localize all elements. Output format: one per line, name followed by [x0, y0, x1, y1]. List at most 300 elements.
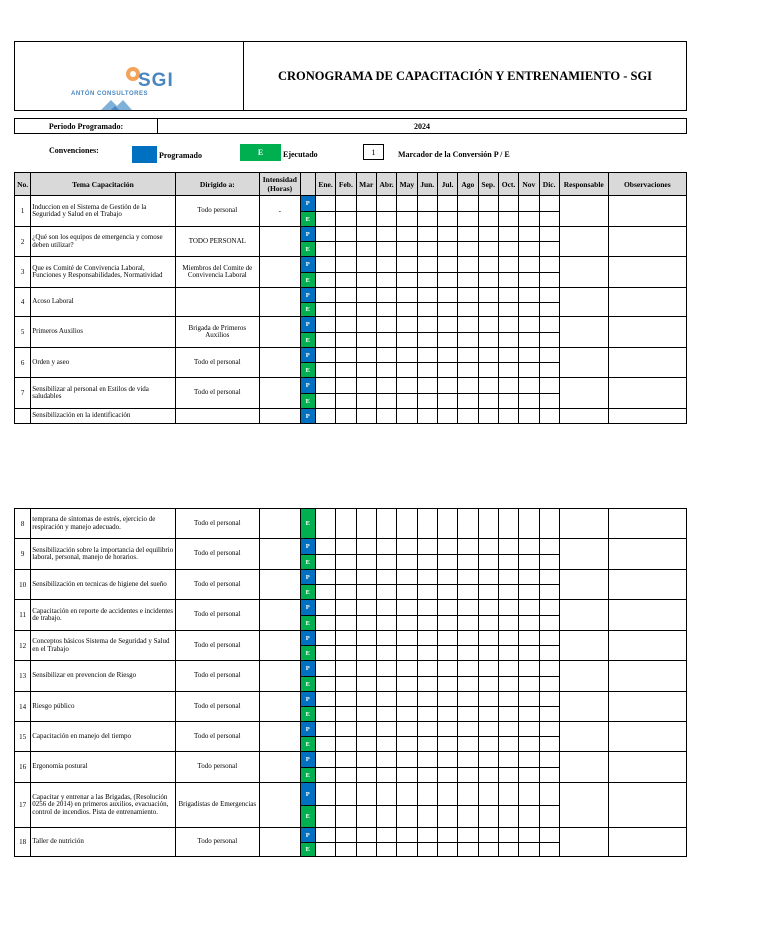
month-cell[interactable]: [315, 242, 335, 257]
month-cell[interactable]: [458, 677, 478, 692]
month-cell[interactable]: [376, 616, 396, 631]
month-cell[interactable]: [478, 555, 498, 570]
month-cell[interactable]: [356, 828, 376, 843]
month-cell[interactable]: [458, 257, 478, 273]
month-cell[interactable]: [397, 409, 417, 424]
month-cell[interactable]: [336, 722, 356, 737]
month-cell[interactable]: [397, 333, 417, 348]
month-cell[interactable]: [437, 828, 457, 843]
month-cell[interactable]: [397, 783, 417, 806]
month-cell[interactable]: [478, 677, 498, 692]
month-cell[interactable]: [519, 737, 539, 752]
month-cell[interactable]: [458, 806, 478, 828]
month-cell[interactable]: [417, 242, 437, 257]
month-cell[interactable]: [356, 363, 376, 378]
month-cell[interactable]: [498, 783, 518, 806]
month-cell[interactable]: [437, 257, 457, 273]
month-cell[interactable]: [336, 768, 356, 783]
month-cell[interactable]: [397, 600, 417, 616]
month-cell[interactable]: [478, 828, 498, 843]
month-cell[interactable]: [437, 555, 457, 570]
month-cell[interactable]: [437, 631, 457, 646]
month-cell[interactable]: [376, 363, 396, 378]
month-cell[interactable]: [478, 600, 498, 616]
month-cell[interactable]: [539, 828, 559, 843]
month-cell[interactable]: [356, 600, 376, 616]
month-cell[interactable]: [539, 333, 559, 348]
month-cell[interactable]: [498, 555, 518, 570]
month-cell[interactable]: [539, 212, 559, 227]
month-cell[interactable]: [376, 646, 396, 661]
month-cell[interactable]: [539, 707, 559, 722]
month-cell[interactable]: [417, 600, 437, 616]
month-cell[interactable]: [458, 378, 478, 394]
month-cell[interactable]: [356, 585, 376, 600]
month-cell[interactable]: [376, 288, 396, 303]
month-cell[interactable]: [315, 646, 335, 661]
month-cell[interactable]: [417, 303, 437, 317]
month-cell[interactable]: [397, 631, 417, 646]
month-cell[interactable]: [336, 677, 356, 692]
month-cell[interactable]: [478, 273, 498, 288]
month-cell[interactable]: [498, 378, 518, 394]
month-cell[interactable]: [519, 303, 539, 317]
month-cell[interactable]: [417, 616, 437, 631]
month-cell[interactable]: [356, 257, 376, 273]
month-cell[interactable]: [356, 242, 376, 257]
month-cell[interactable]: [478, 737, 498, 752]
month-cell[interactable]: [478, 707, 498, 722]
month-cell[interactable]: [478, 288, 498, 303]
month-cell[interactable]: [336, 539, 356, 555]
month-cell[interactable]: [539, 585, 559, 600]
month-cell[interactable]: [437, 752, 457, 768]
month-cell[interactable]: [376, 242, 396, 257]
month-cell[interactable]: [458, 707, 478, 722]
month-cell[interactable]: [437, 227, 457, 242]
month-cell[interactable]: [417, 257, 437, 273]
month-cell[interactable]: [417, 631, 437, 646]
month-cell[interactable]: [519, 317, 539, 333]
month-cell[interactable]: [397, 317, 417, 333]
month-cell[interactable]: [458, 539, 478, 555]
month-cell[interactable]: [458, 692, 478, 707]
month-cell[interactable]: [437, 646, 457, 661]
month-cell[interactable]: [498, 196, 518, 212]
month-cell[interactable]: [539, 843, 559, 857]
month-cell[interactable]: [437, 303, 457, 317]
month-cell[interactable]: [458, 737, 478, 752]
month-cell[interactable]: [519, 409, 539, 424]
month-cell[interactable]: [315, 394, 335, 409]
month-cell[interactable]: [336, 646, 356, 661]
month-cell[interactable]: [519, 768, 539, 783]
month-cell[interactable]: [539, 783, 559, 806]
month-cell[interactable]: [417, 394, 437, 409]
month-cell[interactable]: [437, 737, 457, 752]
month-cell[interactable]: [539, 363, 559, 378]
month-cell[interactable]: [539, 600, 559, 616]
month-cell[interactable]: [437, 333, 457, 348]
month-cell[interactable]: [376, 196, 396, 212]
month-cell[interactable]: [519, 692, 539, 707]
month-cell[interactable]: [417, 409, 437, 424]
month-cell[interactable]: [498, 768, 518, 783]
month-cell[interactable]: [397, 768, 417, 783]
month-cell[interactable]: [458, 509, 478, 539]
month-cell[interactable]: [478, 585, 498, 600]
month-cell[interactable]: [417, 348, 437, 363]
month-cell[interactable]: [478, 303, 498, 317]
month-cell[interactable]: [417, 212, 437, 227]
month-cell[interactable]: [417, 722, 437, 737]
month-cell[interactable]: [437, 843, 457, 857]
month-cell[interactable]: [478, 212, 498, 227]
month-cell[interactable]: [336, 212, 356, 227]
month-cell[interactable]: [519, 257, 539, 273]
month-cell[interactable]: [315, 768, 335, 783]
month-cell[interactable]: [417, 661, 437, 677]
month-cell[interactable]: [336, 227, 356, 242]
month-cell[interactable]: [315, 378, 335, 394]
month-cell[interactable]: [336, 555, 356, 570]
month-cell[interactable]: [336, 378, 356, 394]
month-cell[interactable]: [417, 539, 437, 555]
month-cell[interactable]: [478, 317, 498, 333]
month-cell[interactable]: [397, 196, 417, 212]
month-cell[interactable]: [498, 288, 518, 303]
month-cell[interactable]: [397, 273, 417, 288]
month-cell[interactable]: [397, 212, 417, 227]
month-cell[interactable]: [376, 409, 396, 424]
month-cell[interactable]: [397, 288, 417, 303]
month-cell[interactable]: [376, 722, 396, 737]
month-cell[interactable]: [315, 828, 335, 843]
month-cell[interactable]: [315, 677, 335, 692]
month-cell[interactable]: [417, 509, 437, 539]
month-cell[interactable]: [315, 783, 335, 806]
month-cell[interactable]: [478, 722, 498, 737]
month-cell[interactable]: [498, 409, 518, 424]
month-cell[interactable]: [539, 661, 559, 677]
month-cell[interactable]: [417, 227, 437, 242]
month-cell[interactable]: [417, 570, 437, 585]
month-cell[interactable]: [519, 843, 539, 857]
month-cell[interactable]: [458, 303, 478, 317]
month-cell[interactable]: [397, 303, 417, 317]
month-cell[interactable]: [356, 570, 376, 585]
month-cell[interactable]: [458, 616, 478, 631]
month-cell[interactable]: [539, 303, 559, 317]
month-cell[interactable]: [376, 570, 396, 585]
month-cell[interactable]: [437, 783, 457, 806]
month-cell[interactable]: [458, 333, 478, 348]
month-cell[interactable]: [458, 212, 478, 227]
month-cell[interactable]: [498, 828, 518, 843]
month-cell[interactable]: [336, 363, 356, 378]
month-cell[interactable]: [376, 783, 396, 806]
month-cell[interactable]: [336, 616, 356, 631]
month-cell[interactable]: [437, 539, 457, 555]
month-cell[interactable]: [519, 273, 539, 288]
month-cell[interactable]: [336, 196, 356, 212]
month-cell[interactable]: [336, 348, 356, 363]
month-cell[interactable]: [315, 333, 335, 348]
month-cell[interactable]: [397, 752, 417, 768]
month-cell[interactable]: [315, 257, 335, 273]
month-cell[interactable]: [315, 737, 335, 752]
month-cell[interactable]: [458, 196, 478, 212]
month-cell[interactable]: [315, 722, 335, 737]
month-cell[interactable]: [458, 409, 478, 424]
month-cell[interactable]: [376, 677, 396, 692]
month-cell[interactable]: [519, 661, 539, 677]
month-cell[interactable]: [498, 646, 518, 661]
month-cell[interactable]: [356, 227, 376, 242]
month-cell[interactable]: [315, 661, 335, 677]
month-cell[interactable]: [336, 661, 356, 677]
month-cell[interactable]: [498, 273, 518, 288]
month-cell[interactable]: [519, 677, 539, 692]
month-cell[interactable]: [315, 212, 335, 227]
month-cell[interactable]: [539, 646, 559, 661]
month-cell[interactable]: [498, 212, 518, 227]
month-cell[interactable]: [519, 616, 539, 631]
month-cell[interactable]: [376, 806, 396, 828]
month-cell[interactable]: [437, 317, 457, 333]
month-cell[interactable]: [336, 242, 356, 257]
month-cell[interactable]: [539, 539, 559, 555]
month-cell[interactable]: [437, 806, 457, 828]
month-cell[interactable]: [498, 257, 518, 273]
month-cell[interactable]: [437, 570, 457, 585]
month-cell[interactable]: [519, 333, 539, 348]
month-cell[interactable]: [478, 570, 498, 585]
month-cell[interactable]: [336, 288, 356, 303]
month-cell[interactable]: [397, 539, 417, 555]
month-cell[interactable]: [356, 333, 376, 348]
month-cell[interactable]: [458, 273, 478, 288]
month-cell[interactable]: [519, 378, 539, 394]
month-cell[interactable]: [356, 348, 376, 363]
month-cell[interactable]: [315, 616, 335, 631]
month-cell[interactable]: [539, 242, 559, 257]
month-cell[interactable]: [397, 722, 417, 737]
month-cell[interactable]: [376, 828, 396, 843]
month-cell[interactable]: [519, 707, 539, 722]
month-cell[interactable]: [417, 692, 437, 707]
month-cell[interactable]: [356, 707, 376, 722]
month-cell[interactable]: [539, 555, 559, 570]
month-cell[interactable]: [498, 692, 518, 707]
month-cell[interactable]: [356, 196, 376, 212]
month-cell[interactable]: [498, 661, 518, 677]
month-cell[interactable]: [519, 242, 539, 257]
month-cell[interactable]: [315, 363, 335, 378]
month-cell[interactable]: [539, 737, 559, 752]
month-cell[interactable]: [539, 288, 559, 303]
month-cell[interactable]: [397, 707, 417, 722]
month-cell[interactable]: [437, 722, 457, 737]
month-cell[interactable]: [539, 722, 559, 737]
month-cell[interactable]: [397, 555, 417, 570]
month-cell[interactable]: [376, 509, 396, 539]
month-cell[interactable]: [478, 806, 498, 828]
month-cell[interactable]: [437, 509, 457, 539]
month-cell[interactable]: [315, 317, 335, 333]
month-cell[interactable]: [417, 752, 437, 768]
month-cell[interactable]: [417, 317, 437, 333]
month-cell[interactable]: [397, 227, 417, 242]
month-cell[interactable]: [397, 843, 417, 857]
month-cell[interactable]: [498, 737, 518, 752]
month-cell[interactable]: [417, 288, 437, 303]
month-cell[interactable]: [356, 783, 376, 806]
month-cell[interactable]: [437, 196, 457, 212]
month-cell[interactable]: [458, 363, 478, 378]
month-cell[interactable]: [397, 348, 417, 363]
month-cell[interactable]: [417, 333, 437, 348]
month-cell[interactable]: [498, 843, 518, 857]
month-cell[interactable]: [478, 227, 498, 242]
month-cell[interactable]: [376, 317, 396, 333]
month-cell[interactable]: [458, 288, 478, 303]
month-cell[interactable]: [478, 692, 498, 707]
month-cell[interactable]: [539, 317, 559, 333]
month-cell[interactable]: [376, 661, 396, 677]
month-cell[interactable]: [539, 378, 559, 394]
month-cell[interactable]: [458, 227, 478, 242]
month-cell[interactable]: [498, 631, 518, 646]
month-cell[interactable]: [478, 333, 498, 348]
month-cell[interactable]: [376, 752, 396, 768]
month-cell[interactable]: [397, 828, 417, 843]
month-cell[interactable]: [437, 707, 457, 722]
month-cell[interactable]: [539, 752, 559, 768]
month-cell[interactable]: [437, 677, 457, 692]
month-cell[interactable]: [356, 273, 376, 288]
month-cell[interactable]: [376, 707, 396, 722]
month-cell[interactable]: [356, 737, 376, 752]
month-cell[interactable]: [458, 555, 478, 570]
month-cell[interactable]: [539, 227, 559, 242]
month-cell[interactable]: [356, 843, 376, 857]
month-cell[interactable]: [458, 752, 478, 768]
month-cell[interactable]: [519, 722, 539, 737]
month-cell[interactable]: [478, 378, 498, 394]
month-cell[interactable]: [336, 600, 356, 616]
month-cell[interactable]: [458, 768, 478, 783]
month-cell[interactable]: [437, 616, 457, 631]
month-cell[interactable]: [397, 257, 417, 273]
month-cell[interactable]: [478, 257, 498, 273]
month-cell[interactable]: [519, 646, 539, 661]
month-cell[interactable]: [336, 317, 356, 333]
month-cell[interactable]: [315, 539, 335, 555]
month-cell[interactable]: [437, 600, 457, 616]
month-cell[interactable]: [519, 806, 539, 828]
month-cell[interactable]: [336, 692, 356, 707]
month-cell[interactable]: [315, 692, 335, 707]
month-cell[interactable]: [417, 677, 437, 692]
month-cell[interactable]: [417, 843, 437, 857]
month-cell[interactable]: [417, 363, 437, 378]
month-cell[interactable]: [397, 616, 417, 631]
month-cell[interactable]: [519, 394, 539, 409]
month-cell[interactable]: [437, 273, 457, 288]
month-cell[interactable]: [498, 806, 518, 828]
month-cell[interactable]: [376, 303, 396, 317]
month-cell[interactable]: [519, 363, 539, 378]
month-cell[interactable]: [498, 677, 518, 692]
month-cell[interactable]: [376, 539, 396, 555]
month-cell[interactable]: [356, 661, 376, 677]
month-cell[interactable]: [519, 828, 539, 843]
month-cell[interactable]: [336, 409, 356, 424]
month-cell[interactable]: [478, 843, 498, 857]
month-cell[interactable]: [397, 363, 417, 378]
month-cell[interactable]: [519, 783, 539, 806]
month-cell[interactable]: [417, 768, 437, 783]
month-cell[interactable]: [315, 752, 335, 768]
month-cell[interactable]: [417, 646, 437, 661]
month-cell[interactable]: [376, 348, 396, 363]
month-cell[interactable]: [498, 303, 518, 317]
month-cell[interactable]: [336, 257, 356, 273]
month-cell[interactable]: [315, 843, 335, 857]
month-cell[interactable]: [498, 707, 518, 722]
month-cell[interactable]: [519, 631, 539, 646]
month-cell[interactable]: [519, 348, 539, 363]
month-cell[interactable]: [458, 722, 478, 737]
month-cell[interactable]: [458, 394, 478, 409]
month-cell[interactable]: [376, 843, 396, 857]
month-cell[interactable]: [539, 768, 559, 783]
month-cell[interactable]: [519, 227, 539, 242]
month-cell[interactable]: [498, 616, 518, 631]
month-cell[interactable]: [539, 806, 559, 828]
month-cell[interactable]: [417, 828, 437, 843]
month-cell[interactable]: [478, 783, 498, 806]
month-cell[interactable]: [356, 555, 376, 570]
month-cell[interactable]: [336, 333, 356, 348]
month-cell[interactable]: [336, 570, 356, 585]
month-cell[interactable]: [356, 394, 376, 409]
month-cell[interactable]: [397, 585, 417, 600]
month-cell[interactable]: [498, 509, 518, 539]
month-cell[interactable]: [397, 646, 417, 661]
month-cell[interactable]: [478, 616, 498, 631]
month-cell[interactable]: [478, 646, 498, 661]
month-cell[interactable]: [336, 783, 356, 806]
month-cell[interactable]: [397, 242, 417, 257]
month-cell[interactable]: [315, 806, 335, 828]
month-cell[interactable]: [498, 570, 518, 585]
month-cell[interactable]: [336, 843, 356, 857]
month-cell[interactable]: [437, 409, 457, 424]
month-cell[interactable]: [356, 539, 376, 555]
month-cell[interactable]: [376, 227, 396, 242]
month-cell[interactable]: [539, 196, 559, 212]
month-cell[interactable]: [376, 600, 396, 616]
month-cell[interactable]: [417, 273, 437, 288]
month-cell[interactable]: [519, 212, 539, 227]
month-cell[interactable]: [478, 363, 498, 378]
month-cell[interactable]: [376, 585, 396, 600]
month-cell[interactable]: [458, 600, 478, 616]
month-cell[interactable]: [336, 273, 356, 288]
month-cell[interactable]: [315, 555, 335, 570]
